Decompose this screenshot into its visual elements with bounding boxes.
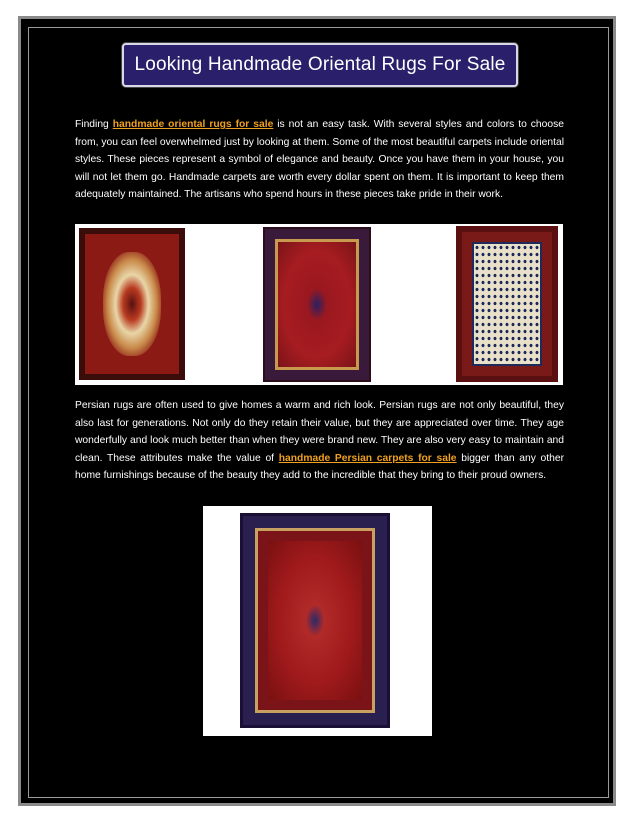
persian-rug [240,513,390,728]
persian-rug-image [203,506,432,736]
title-banner [122,43,518,87]
page-title: Looking Handmade Oriental Rugs For Sale [134,54,506,75]
persian-carpets-link[interactable]: handmade Persian carpets for sale [278,452,457,464]
rug-gallery-image [75,224,563,385]
persian-paragraph [75,397,564,485]
oriental-rugs-link[interactable]: handmade oriental rugs for sale [112,119,274,130]
intro-text-start: Finding [75,119,113,130]
persian-text-start: Persian rugs are often used to give homes a warm and rich look. Persian rugs are not only beautiful, they also last for generations. Not only do they retain their value, but they are appreciated over time. They age wonderfully and look much better than when they were brand new. They are also very easy to maintain and clean. These attributes make the value of [75,400,564,464]
rug-image-red-floral [263,227,371,382]
intro-paragraph [75,116,564,204]
persian-text-end: bigger than any other home furnishings because of the beauty they add to the incredible that they bring to their proud owners. [75,452,564,482]
rug-image-paisley [456,226,558,382]
intro-text-end: is not an easy task. With several styles and colors to choose from, you can feel overwhelmed just by looking at them. Some of the most beautiful carpets include oriental styles. These pieces represent a symbol of elegance and beauty. Once you have them in your house, you will not let them go. Handmade carpets are worth every dollar spent on them. It is important to keep them adequately maintained. The artisans who spend hours in these pieces take pride in their work. [75,119,564,201]
rug-image-medallion [79,228,185,380]
